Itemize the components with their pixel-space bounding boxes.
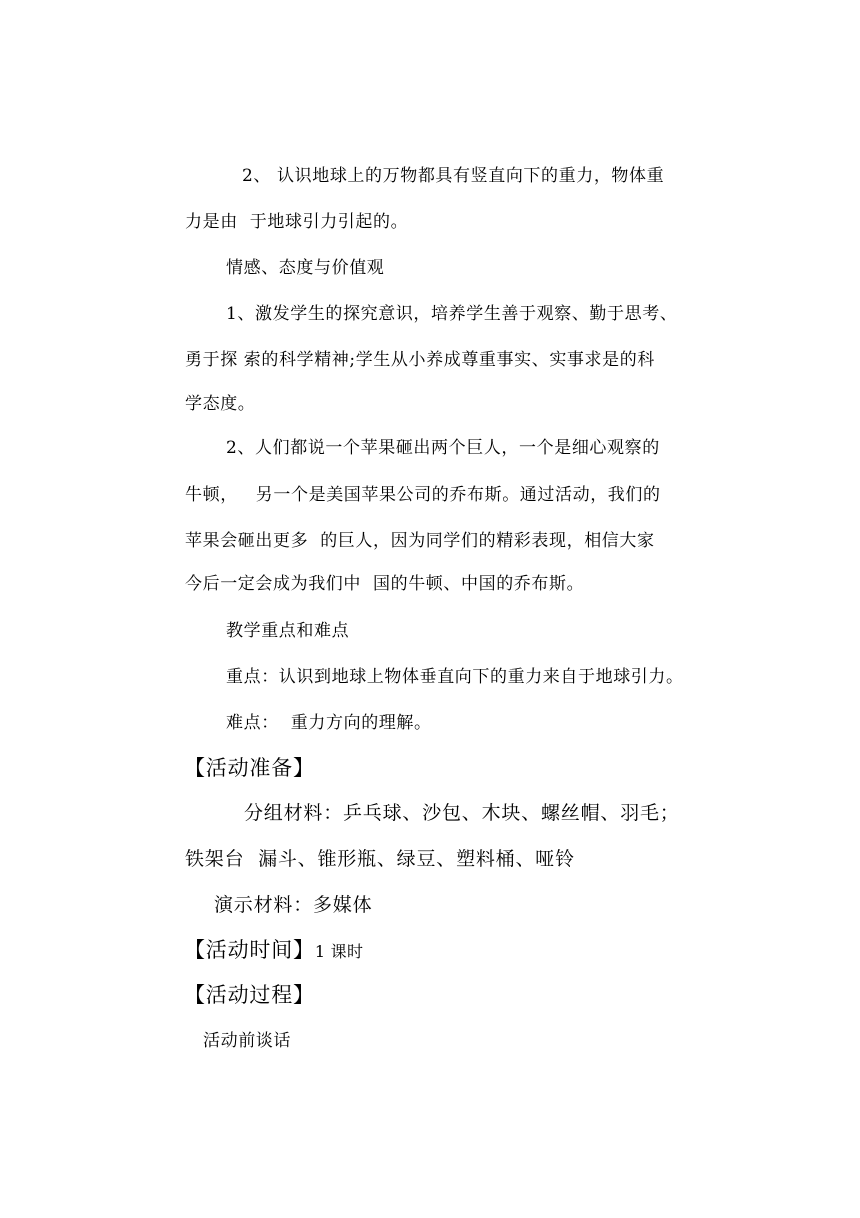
key-points-heading: 教学重点和难点 (226, 621, 350, 641)
process-heading: 【活动过程】 (184, 983, 315, 1007)
objective-2-line-1: 2、 认识地球上的万物都具有竖直向下的重力，物体重 (242, 166, 665, 186)
emotion-heading: 情感、态度与价值观 (226, 258, 385, 278)
emotion-1-line-1: 1、激发学生的探究意识，培养学生善于观察、勤于思考、 (226, 304, 678, 324)
demo-materials: 演示材料：多媒体 (214, 894, 373, 916)
activity-time-heading: 【活动时间】 (184, 938, 315, 962)
emotion-1-line-3: 学态度。 (185, 394, 256, 414)
activity-time-value: 1 课时 (314, 942, 364, 961)
activity-time-row (184, 937, 363, 965)
group-materials-line-2: 铁架台 漏斗、锥形瓶、绿豆、塑料桶、哑铃 (185, 848, 575, 870)
key-point-difficulty: 难点： 重力方向的理解。 (226, 713, 432, 733)
emotion-2-line-1: 2、人们都说一个苹果砸出两个巨人，一个是细心观察的 (226, 438, 660, 458)
objective-2-line-2: 力是由 于地球引力引起的。 (185, 212, 409, 232)
emotion-2-line-3: 苹果会砸出更多 的巨人，因为同学们的精彩表现，相信大家 (185, 531, 655, 551)
emotion-2-line-2: 牛顿， 另一个是美国苹果公司的乔布斯。通过活动，我们的 (185, 485, 661, 505)
preparation-heading: 【活动准备】 (184, 756, 315, 780)
process-intro: 活动前谈话 (203, 1031, 291, 1051)
key-point-focus: 重点：认识到地球上物体垂直向下的重力来自于地球引力。 (226, 667, 684, 687)
group-materials-line-1: 分组材料：乒乓球、沙包、木块、螺丝帽、羽毛； (244, 802, 680, 824)
emotion-2-line-4: 今后一定会成为我们中 国的牛顿、中国的乔布斯。 (185, 574, 585, 594)
emotion-1-line-2: 勇于探 索的科学精神;学生从小养成尊重事实、实事求是的科 (185, 350, 655, 370)
